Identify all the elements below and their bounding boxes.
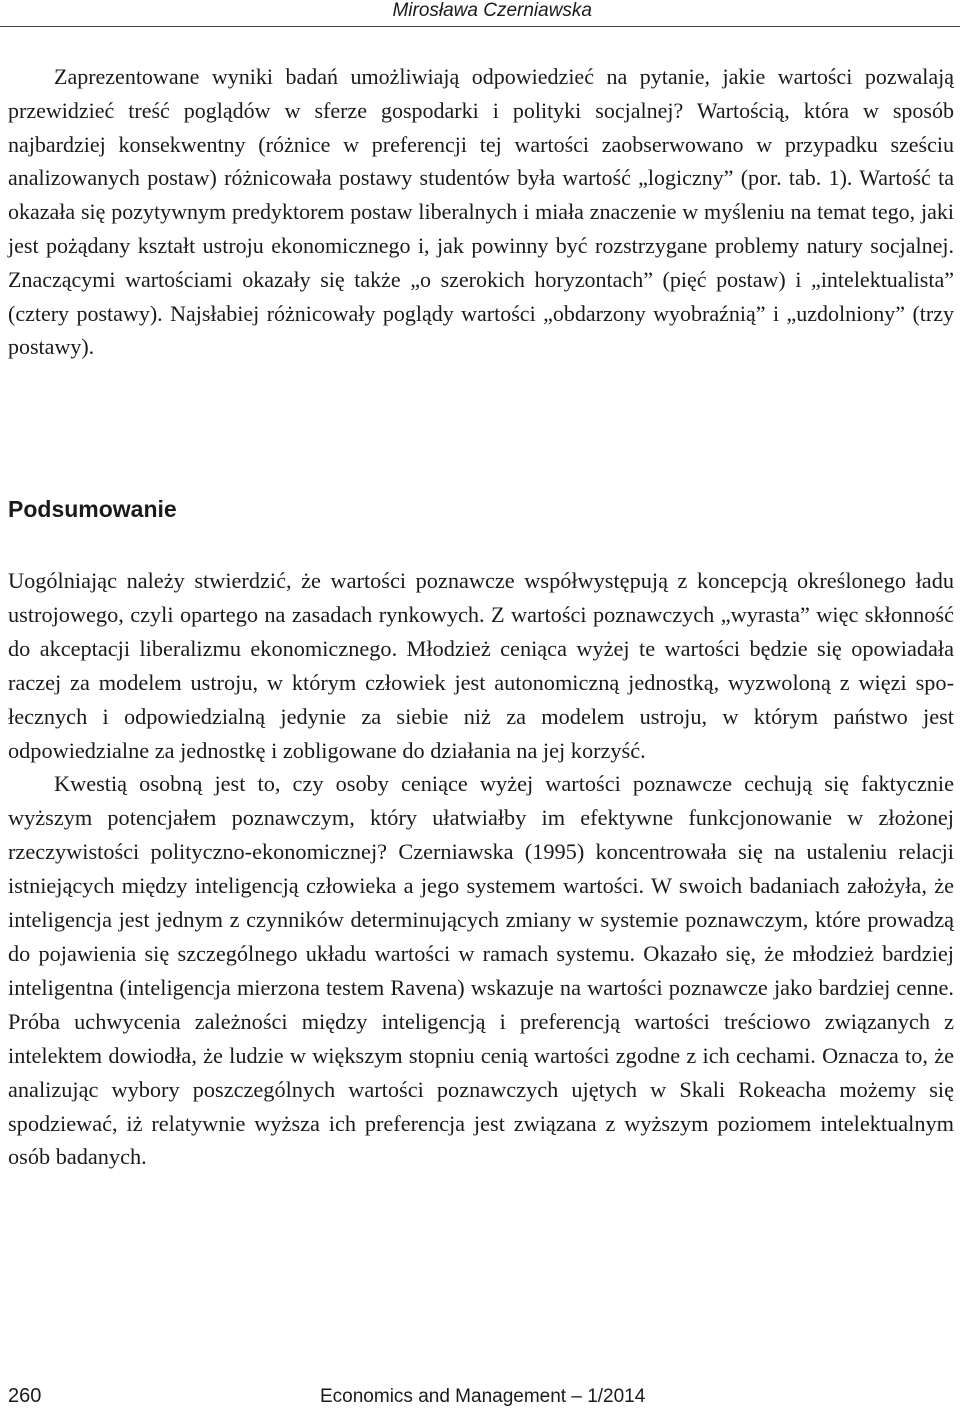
page-number: 260 [8,1385,42,1407]
page-footer [0,1382,960,1410]
journal-citation: Economics and Management – 1/2014 [320,1386,646,1407]
running-title: Mirosława Czerniawska [392,0,592,21]
running-header [0,0,960,27]
paragraph: Zaprezentowane wyniki badań umożliwiają odpowiedzieć na pytanie, jakie wartości pozwalają przewidzieć treść poglądów w sferze gospodarki i polityki socjalnej? Wartością, która w sposób najbardziej konsekwentny (różnice w preferencji tej wartości zaobserwowano w przypadku sześciu analizowanych postaw) różnicowała postawy studentów była wartość „logiczny” (por. tab. 1). Wartość ta okazała się pozytywnym predyktorem postaw liberalnych i miała znaczenie w myśleniu na temat tego, jaki jest pożądany kształt ustroju ekonomicznego i, jak powinny być rozstrzygane problemy natury socjalnej. Znaczącymi wartościami okazały się także „o szerokich horyzontach” (pięć postaw) i „intelektualista” (cztery postawy). Najsłabiej różnicowały poglądy wartości „obdarzony wyobraźnią” i „uzdolniony” (trzy postawy). [8,64,954,360]
paragraph: Uogólniając należy stwierdzić, że wartości poznawcze współwystępują z koncepcją określonego ładu ustrojowego, czyli opartego na zasadach rynkowych. Z wartości poznawczych „wyrasta” więc skłonność do akceptacji liberalizmu ekonomicznego. Młodzież ceniąca wyżej te wartości będzie się opowiadała raczej za modelem ustroju, w którym człowiek jest autonomiczną jednostką, wyzwoloną z więzi społecznych i odpowiedzialną jedynie za siebie niż za modelem ustroju, w którym państwo jest odpowiedzialne za jednostkę i zobligowane do działania na jej korzyść. [8,568,954,763]
body-text-summary [8,564,954,1174]
body-text-top [8,60,954,364]
paragraph: Kwestią osobną jest to, czy osoby ceniące wyżej wartości poznawcze cechują się faktycznie wyższym potencjałem poznawczym, który ułatwiałby im efektywne funkcjonowanie w złożonej rzeczywistości polityczno-ekonomicznej? Czerniawska (1995) koncentrowała się na ustaleniu relacji istniejących między inteligencją człowieka a jego systemem wartości. W swoich badaniach założyła, że inteligencja jest jednym z czynników determinujących zmiany w systemie poznawczym, które prowadzą do pojawienia się szczególnego układu wartości w ramach systemu. Okazało się, że młodzież bardziej inteligentna (inteligencja mierzona testem Ravena) wskazuje na wartości poznawcze jako bardziej cenne. Próba uchwycenia zależności między inteligencją i preferencją wartości treściowo związanych z intelektem dowiodła, że ludzie w większym stopniu cenią wartości zgodne z ich cechami. Oznacza to, że analizując wybory poszczególnych wartości poznawczych ujętych w Skali Rokeacha możemy się spodziewać, iż relatywnie wyższa ich preferencja jest związana z wyższym poziomem intelektualnym osób badanych. [8,771,954,1170]
section-heading: Podsumowanie [8,496,177,522]
